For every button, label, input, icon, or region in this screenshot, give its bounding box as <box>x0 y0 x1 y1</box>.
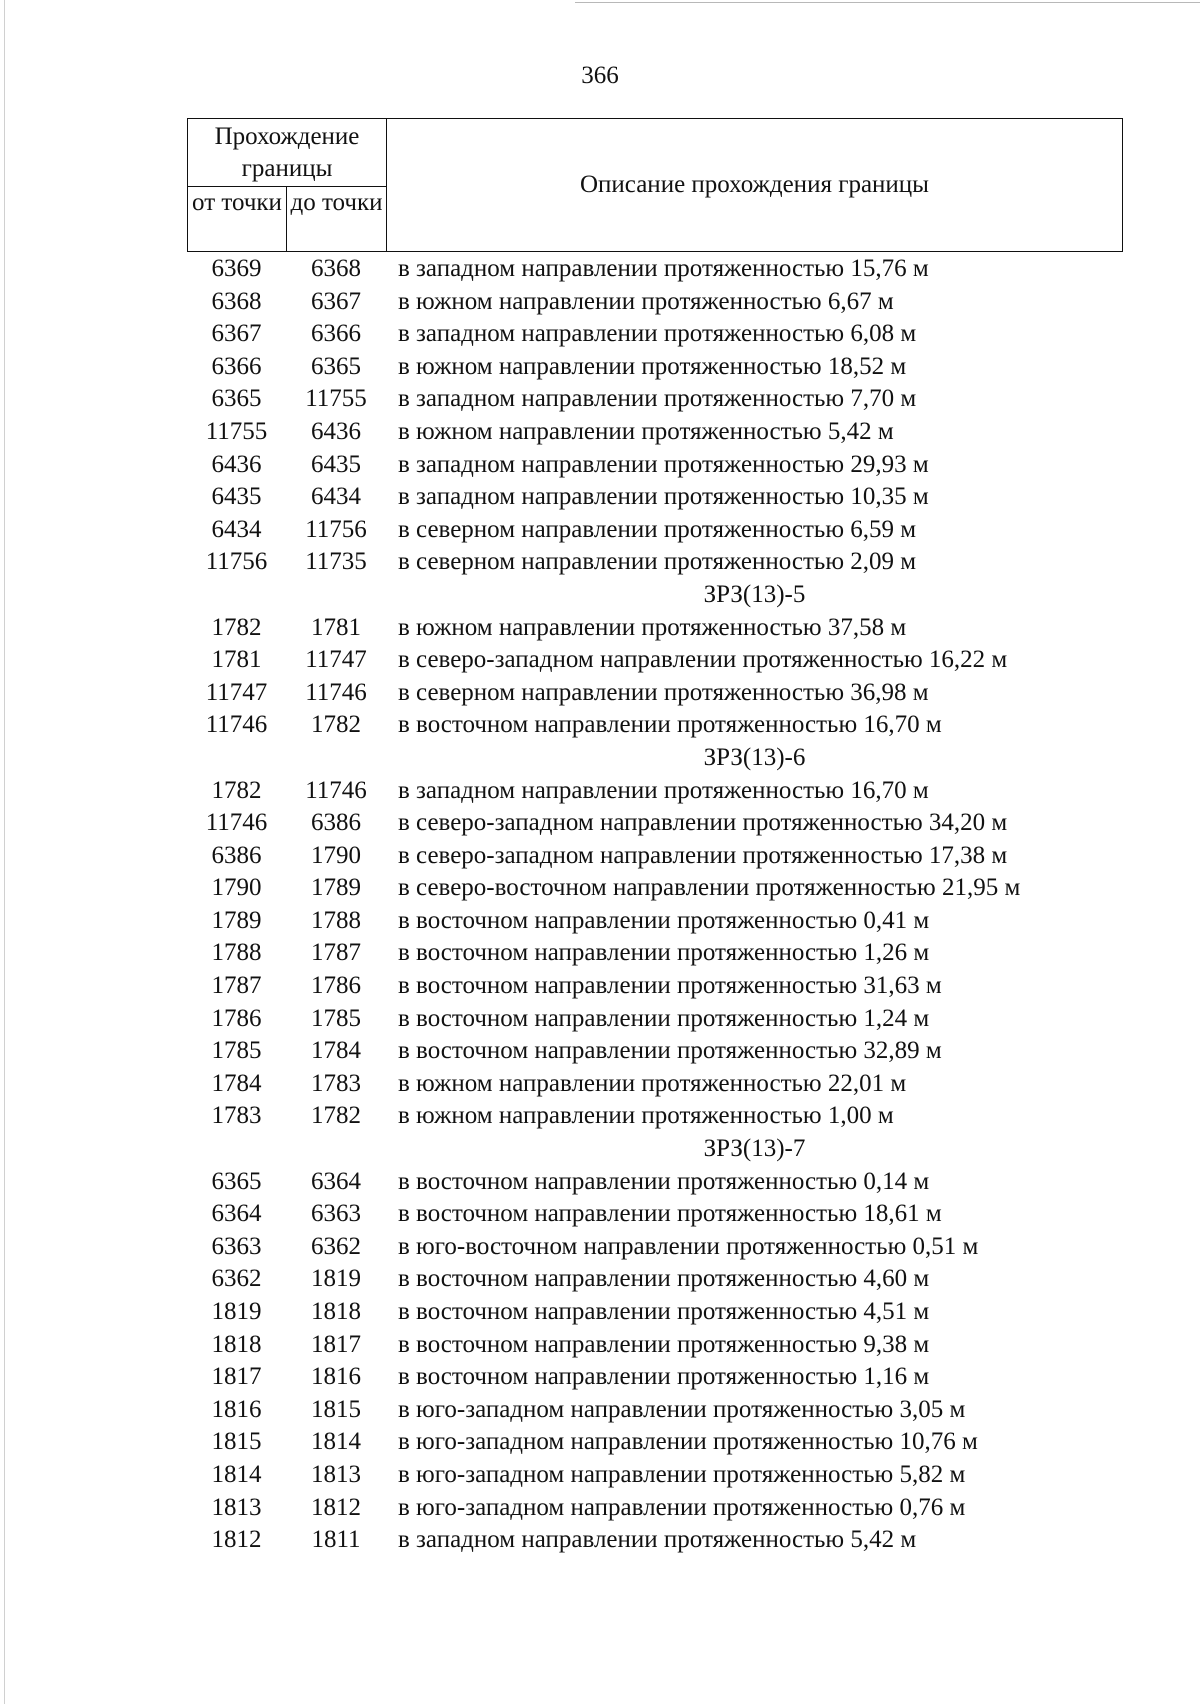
to-point-cell: 1811 <box>311 1526 361 1554</box>
table-row <box>187 775 1123 808</box>
to-point-cell: 1819 <box>311 1265 361 1293</box>
description-cell: в восточном направлении протяженностью 32,89 м <box>398 1037 942 1065</box>
table-row <box>187 872 1123 905</box>
description-cell: в восточном направлении протяженностью 4,60 м <box>398 1265 930 1293</box>
to-point-cell: 1782 <box>311 711 361 739</box>
header-from-point: от точки <box>188 187 287 251</box>
to-point-cell: 1788 <box>311 906 361 934</box>
description-cell: в восточном направлении протяженностью 18,61 м <box>398 1200 942 1228</box>
scan-edge-left <box>4 0 5 1704</box>
description-cell: в северо-западном направлении протяженностью 17,38 м <box>398 841 1008 869</box>
to-point-cell: 11755 <box>305 385 367 413</box>
to-point-cell: 6366 <box>311 320 361 348</box>
from-point-cell: 6366 <box>211 352 262 380</box>
table-header <box>187 118 1123 252</box>
table-row <box>187 1426 1123 1459</box>
description-cell: в восточном направлении протяженностью 1,24 м <box>398 1004 930 1032</box>
table-row <box>187 1003 1123 1036</box>
to-point-cell: 1786 <box>311 972 361 1000</box>
to-point-cell: 1814 <box>311 1428 361 1456</box>
description-cell: в западном направлении протяженностью 29,93 м <box>398 450 929 478</box>
from-point-cell: 1782 <box>211 613 262 641</box>
description-cell: в западном направлении протяженностью 5,42 м <box>398 1526 917 1554</box>
from-point-cell: 11756 <box>205 548 268 576</box>
table-row <box>187 318 1123 351</box>
to-point-cell: 1813 <box>311 1460 361 1488</box>
table-row <box>187 1361 1123 1394</box>
description-cell: в южном направлении протяженностью 22,01 м <box>398 1069 907 1097</box>
to-point-cell: 1783 <box>311 1069 361 1097</box>
table-row <box>187 1524 1123 1557</box>
table-row <box>187 1035 1123 1068</box>
description-cell: в западном направлении протяженностью 15,76 м <box>398 255 929 282</box>
description-cell: в южном направлении протяженностью 5,42 м <box>398 417 894 445</box>
to-point-cell: 6436 <box>311 417 361 445</box>
description-cell: в восточном направлении протяженностью 9,38 м <box>398 1330 930 1358</box>
to-point-cell: 1789 <box>311 874 361 902</box>
table-row <box>187 383 1123 416</box>
to-point-cell: 6362 <box>311 1232 361 1260</box>
description-cell: в юго-западном направлении протяженностью 10,76 м <box>398 1428 978 1456</box>
from-point-cell: 6369 <box>211 255 262 282</box>
description-cell: в северо-западном направлении протяженностью 16,22 м <box>398 646 1008 674</box>
description-cell: в южном направлении протяженностью 37,58 м <box>398 613 907 641</box>
description-cell: в южном направлении протяженностью 1,00 м <box>398 1102 894 1130</box>
page-number: 366 <box>581 62 619 89</box>
to-point-cell: 6363 <box>311 1200 361 1228</box>
description-cell: в южном направлении протяженностью 6,67 м <box>398 287 894 315</box>
from-point-cell: 6436 <box>211 450 262 478</box>
from-point-cell: 6368 <box>211 287 262 315</box>
description-cell: в восточном направлении протяженностью 1,16 м <box>398 1363 930 1391</box>
to-point-cell: 1784 <box>311 1037 361 1065</box>
table-row <box>187 449 1123 482</box>
from-point-cell: 1786 <box>211 1004 262 1032</box>
table-row <box>187 416 1123 449</box>
from-point-cell: 1819 <box>211 1298 262 1325</box>
from-point-cell: 1788 <box>211 939 262 967</box>
description-cell: в северном направлении протяженностью 6,59 м <box>398 515 917 543</box>
to-point-cell: 6365 <box>311 352 361 380</box>
table-row <box>187 970 1123 1003</box>
to-point-cell: 11756 <box>305 515 367 543</box>
to-point-cell: 6367 <box>311 287 361 315</box>
to-point-cell: 1787 <box>311 939 361 967</box>
to-point-cell: 11735 <box>305 548 367 576</box>
from-point-cell: 11746 <box>205 711 268 739</box>
description-cell: в восточном направлении протяженностью 4,51 м <box>398 1298 930 1325</box>
description-cell: в западном направлении протяженностью 6,08 м <box>398 320 917 348</box>
table-row <box>187 1166 1123 1199</box>
to-point-cell: 1812 <box>311 1493 361 1521</box>
description-cell: в восточном направлении протяженностью 16,70 м <box>398 711 942 739</box>
description-cell: в восточном направлении протяженностью 1,26 м <box>398 939 930 967</box>
from-point-cell: 11746 <box>205 809 268 837</box>
to-point-cell: 11747 <box>305 646 367 674</box>
table-row <box>187 807 1123 840</box>
description-cell: в западном направлении протяженностью 10,35 м <box>398 483 929 511</box>
header-to-point: до точки <box>287 187 387 251</box>
from-point-cell: 6386 <box>211 841 262 869</box>
to-point-cell: 1782 <box>311 1102 361 1130</box>
from-point-cell: 1783 <box>211 1102 262 1130</box>
description-cell: в северо-западном направлении протяженностью 34,20 м <box>398 809 1008 837</box>
section-title: ЗРЗ(13)-6 <box>703 743 806 771</box>
from-point-cell: 6363 <box>211 1232 262 1260</box>
to-point-cell: 1815 <box>311 1395 361 1423</box>
from-point-cell: 1790 <box>211 874 262 902</box>
table-row <box>187 1100 1123 1133</box>
table-row <box>187 1263 1123 1296</box>
description-cell: в восточном направлении протяженностью 0,14 м <box>398 1167 930 1195</box>
description-cell: в восточном направлении протяженностью 31,63 м <box>398 972 942 1000</box>
section-title: ЗРЗ(13)-5 <box>703 580 806 608</box>
description-cell: в западном направлении протяженностью 7,70 м <box>398 385 917 413</box>
table-row <box>187 546 1123 579</box>
boundary-table-body <box>187 253 1123 1557</box>
description-cell: в юго-западном направлении протяженностью 5,82 м <box>398 1460 966 1488</box>
from-point-cell: 1812 <box>211 1526 262 1554</box>
description-cell: в юго-западном направлении протяженностью 3,05 м <box>398 1395 966 1423</box>
table-row <box>187 1296 1123 1329</box>
description-cell: в юго-восточном направлении протяженностью 0,51 м <box>398 1232 979 1260</box>
from-point-cell: 6435 <box>211 483 262 511</box>
table-row <box>187 1492 1123 1525</box>
table-row <box>187 286 1123 319</box>
from-point-cell: 6364 <box>211 1200 262 1228</box>
to-point-cell: 1781 <box>311 613 361 641</box>
table-row <box>187 1459 1123 1492</box>
description-cell: в западном направлении протяженностью 16,70 м <box>398 776 929 804</box>
to-point-cell: 11746 <box>305 776 367 804</box>
description-cell: в северном направлении протяженностью 2,09 м <box>398 548 917 576</box>
description-cell: в северном направлении протяженностью 36,98 м <box>398 678 929 706</box>
from-point-cell: 6365 <box>211 1167 262 1195</box>
description-cell: в южном направлении протяженностью 18,52 м <box>398 352 907 380</box>
table-row <box>187 644 1123 677</box>
to-point-cell: 6435 <box>311 450 361 478</box>
from-point-cell: 6365 <box>211 385 262 413</box>
header-description: Описание прохождения границы <box>580 171 929 198</box>
table-row <box>187 905 1123 938</box>
description-cell: в юго-западном направлении протяженностью 0,76 м <box>398 1493 966 1521</box>
from-point-cell: 1814 <box>211 1460 262 1488</box>
from-point-cell: 1813 <box>211 1493 262 1521</box>
from-point-cell: 11747 <box>205 678 268 706</box>
from-point-cell: 1782 <box>211 776 262 804</box>
from-point-cell: 1816 <box>211 1395 262 1423</box>
to-point-cell: 1816 <box>311 1363 361 1391</box>
description-cell: в восточном направлении протяженностью 0,41 м <box>398 906 930 934</box>
table-row <box>187 1198 1123 1231</box>
table-row <box>187 351 1123 384</box>
to-point-cell: 6434 <box>311 483 361 511</box>
table-row <box>187 840 1123 873</box>
table-row <box>187 1329 1123 1362</box>
section-title: ЗРЗ(13)-7 <box>703 1135 806 1163</box>
from-point-cell: 1785 <box>211 1037 262 1065</box>
table-row <box>187 1231 1123 1264</box>
table-row <box>187 514 1123 547</box>
from-point-cell: 6434 <box>211 515 262 543</box>
to-point-cell: 1790 <box>311 841 361 869</box>
from-point-cell: 1815 <box>211 1428 262 1456</box>
table-row <box>187 1394 1123 1427</box>
table-row <box>187 937 1123 970</box>
from-point-cell: 1817 <box>211 1363 262 1391</box>
to-point-cell: 6364 <box>311 1167 361 1195</box>
from-point-cell: 1818 <box>211 1330 262 1358</box>
table-row <box>187 1068 1123 1101</box>
from-point-cell: 1784 <box>211 1069 262 1097</box>
to-point-cell: 6368 <box>311 255 361 282</box>
table-row <box>187 677 1123 710</box>
from-point-cell: 1781 <box>211 646 262 674</box>
from-point-cell: 6367 <box>211 320 262 348</box>
to-point-cell: 11746 <box>305 678 367 706</box>
table-row <box>187 253 1123 286</box>
to-point-cell: 1785 <box>311 1004 361 1032</box>
to-point-cell: 1817 <box>311 1330 361 1358</box>
from-point-cell: 1787 <box>211 972 262 1000</box>
from-point-cell: 6362 <box>211 1265 262 1293</box>
to-point-cell: 6386 <box>311 809 361 837</box>
table-row <box>187 481 1123 514</box>
table-row <box>187 709 1123 742</box>
from-point-cell: 11755 <box>205 417 268 445</box>
description-cell: в северо-восточном направлении протяженностью 21,95 м <box>398 874 1021 902</box>
from-point-cell: 1789 <box>211 906 262 934</box>
table-row <box>187 612 1123 645</box>
to-point-cell: 1818 <box>311 1298 361 1325</box>
header-boundary-passage: Прохождение границы <box>188 119 387 187</box>
scan-edge-top <box>575 2 1200 3</box>
